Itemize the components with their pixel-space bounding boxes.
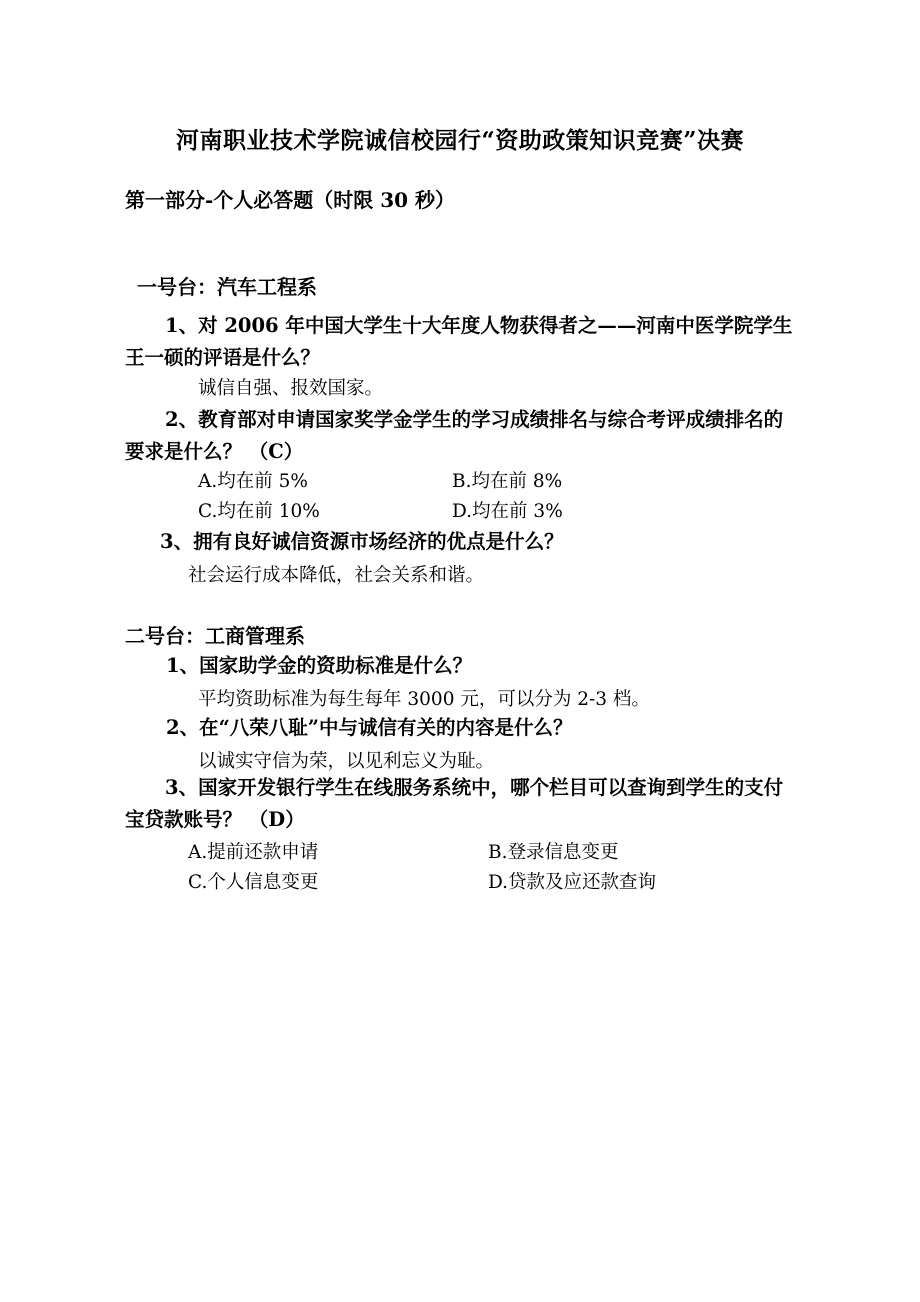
option-1-2-c: C.均在前 10%	[198, 501, 320, 522]
question-1-1: 1、对 2006 年中国大学生十大年度人物获得者之——河南中医学院学生王一硕的评语是什么？	[125, 314, 793, 369]
question-2-2: 2、在“八荣八耻”中与诚信有关的内容是什么？	[166, 716, 573, 739]
option-2-3-d: D.贷款及应还款查询	[488, 872, 657, 893]
option-2-3-c: C.个人信息变更	[188, 872, 319, 893]
answer-1-3: 社会运行成本降低，社会关系和谐。	[188, 565, 485, 586]
question-1-2: 2、教育部对申请国家奖学金学生的学习成绩排名与综合考评成绩排名的要求是什么？ （C）	[125, 408, 784, 463]
question-1-3: 3、拥有良好诚信资源市场经济的优点是什么？	[160, 530, 564, 553]
section-heading: 第一部分-个人必答题（时限 30 秒）	[125, 188, 456, 212]
option-1-2-d: D.均在前 3%	[452, 501, 563, 522]
answer-1-1: 诚信自强、报效国家。	[198, 378, 384, 399]
option-2-3-a: A.提前还款申请	[188, 842, 319, 863]
answer-2-1: 平均资助标准为每生每年 3000 元，可以分为 2-3 档。	[198, 689, 650, 710]
option-2-3-b: B.登录信息变更	[488, 842, 619, 863]
group-title-1: 一号台：汽车工程系	[137, 275, 317, 299]
question-2-1: 1、国家助学金的资助标准是什么？	[166, 654, 473, 677]
answer-2-2: 以诚实守信为荣，以见利忘义为耻。	[198, 751, 495, 772]
group-title-2: 二号台：工商管理系	[125, 624, 305, 648]
option-1-2-a: A.均在前 5%	[198, 471, 308, 492]
document-title: 河南职业技术学院诚信校园行“资助政策知识竞赛”决赛	[176, 127, 744, 154]
question-2-3: 3、国家开发银行学生在线服务系统中，哪个栏目可以查询到学生的支付宝贷款账号？ （D）	[125, 776, 784, 831]
option-1-2-b: B.均在前 8%	[452, 471, 563, 492]
